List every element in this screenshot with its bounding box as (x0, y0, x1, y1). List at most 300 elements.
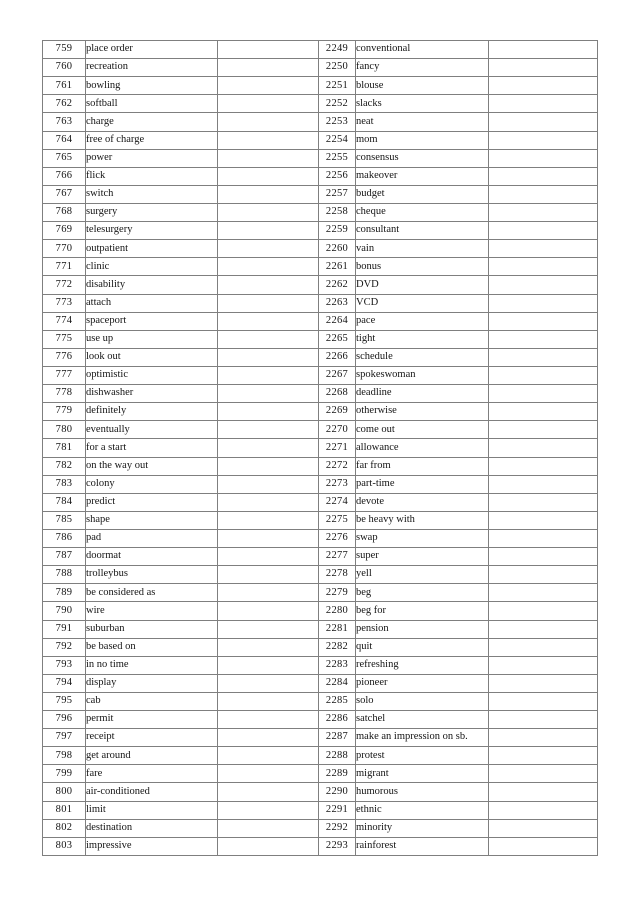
right-answer-cell (489, 330, 598, 348)
table-row (43, 203, 598, 221)
left-word-cell: doormat (86, 548, 218, 566)
right-word-cell: consensus (356, 149, 489, 167)
right-answer-cell (489, 674, 598, 692)
left-word-cell: recreation (86, 59, 218, 77)
left-answer-cell (218, 312, 319, 330)
left-answer-cell (218, 95, 319, 113)
right-answer-cell (489, 95, 598, 113)
right-index-cell: 2276 (319, 529, 356, 547)
right-word-cell: conventional (356, 41, 489, 59)
right-word-cell: tight (356, 330, 489, 348)
right-answer-cell (489, 529, 598, 547)
table-row (43, 457, 598, 475)
left-word-cell: be considered as (86, 584, 218, 602)
right-answer-cell (489, 457, 598, 475)
right-index-cell: 2268 (319, 385, 356, 403)
left-word-cell: suburban (86, 620, 218, 638)
right-answer-cell (489, 276, 598, 294)
left-answer-cell (218, 638, 319, 656)
left-index-cell: 770 (43, 240, 86, 258)
right-word-cell: pioneer (356, 674, 489, 692)
right-answer-cell (489, 421, 598, 439)
table-row (43, 276, 598, 294)
table-row (43, 330, 598, 348)
right-index-cell: 2259 (319, 222, 356, 240)
left-index-cell: 773 (43, 294, 86, 312)
right-answer-cell (489, 729, 598, 747)
right-word-cell: part-time (356, 475, 489, 493)
right-index-cell: 2271 (319, 439, 356, 457)
right-answer-cell (489, 783, 598, 801)
right-index-cell: 2286 (319, 711, 356, 729)
table-row (43, 783, 598, 801)
left-answer-cell (218, 783, 319, 801)
left-word-cell: receipt (86, 729, 218, 747)
left-word-cell: surgery (86, 203, 218, 221)
right-answer-cell (489, 837, 598, 855)
right-word-cell: cheque (356, 203, 489, 221)
left-word-cell: eventually (86, 421, 218, 439)
left-index-cell: 776 (43, 348, 86, 366)
right-word-cell: minority (356, 819, 489, 837)
left-index-cell: 778 (43, 385, 86, 403)
right-word-cell: be heavy with (356, 511, 489, 529)
table-row (43, 240, 598, 258)
left-index-cell: 798 (43, 747, 86, 765)
left-word-cell: pad (86, 529, 218, 547)
left-index-cell: 782 (43, 457, 86, 475)
left-answer-cell (218, 203, 319, 221)
right-index-cell: 2256 (319, 167, 356, 185)
table-row (43, 59, 598, 77)
vocabulary-table-body (43, 41, 598, 856)
right-word-cell: deadline (356, 385, 489, 403)
right-index-cell: 2254 (319, 131, 356, 149)
right-answer-cell (489, 403, 598, 421)
table-row (43, 95, 598, 113)
table-row (43, 366, 598, 384)
left-word-cell: switch (86, 185, 218, 203)
right-answer-cell (489, 819, 598, 837)
left-index-cell: 769 (43, 222, 86, 240)
left-word-cell: predict (86, 493, 218, 511)
right-word-cell: make an impression on sb. (356, 729, 489, 747)
left-answer-cell (218, 837, 319, 855)
table-row (43, 837, 598, 855)
right-answer-cell (489, 747, 598, 765)
left-answer-cell (218, 602, 319, 620)
left-answer-cell (218, 348, 319, 366)
table-row (43, 729, 598, 747)
left-index-cell: 791 (43, 620, 86, 638)
right-index-cell: 2281 (319, 620, 356, 638)
right-index-cell: 2261 (319, 258, 356, 276)
left-index-cell: 771 (43, 258, 86, 276)
left-index-cell: 784 (43, 493, 86, 511)
right-index-cell: 2253 (319, 113, 356, 131)
right-index-cell: 2270 (319, 421, 356, 439)
vocabulary-table (42, 40, 598, 856)
left-answer-cell (218, 167, 319, 185)
left-answer-cell (218, 620, 319, 638)
right-answer-cell (489, 385, 598, 403)
left-word-cell: on the way out (86, 457, 218, 475)
right-word-cell: blouse (356, 77, 489, 95)
left-answer-cell (218, 421, 319, 439)
left-answer-cell (218, 692, 319, 710)
right-answer-cell (489, 312, 598, 330)
right-word-cell: VCD (356, 294, 489, 312)
right-word-cell: budget (356, 185, 489, 203)
right-answer-cell (489, 131, 598, 149)
table-row (43, 566, 598, 584)
left-word-cell: look out (86, 348, 218, 366)
left-word-cell: power (86, 149, 218, 167)
left-answer-cell (218, 222, 319, 240)
left-answer-cell (218, 294, 319, 312)
table-row (43, 602, 598, 620)
left-index-cell: 762 (43, 95, 86, 113)
left-word-cell: trolleybus (86, 566, 218, 584)
left-answer-cell (218, 77, 319, 95)
left-word-cell: outpatient (86, 240, 218, 258)
right-index-cell: 2263 (319, 294, 356, 312)
left-answer-cell (218, 131, 319, 149)
left-index-cell: 763 (43, 113, 86, 131)
left-index-cell: 786 (43, 529, 86, 547)
left-answer-cell (218, 475, 319, 493)
left-word-cell: get around (86, 747, 218, 765)
right-answer-cell (489, 41, 598, 59)
left-word-cell: limit (86, 801, 218, 819)
left-answer-cell (218, 674, 319, 692)
right-answer-cell (489, 692, 598, 710)
right-word-cell: super (356, 548, 489, 566)
right-answer-cell (489, 77, 598, 95)
left-answer-cell (218, 511, 319, 529)
left-index-cell: 774 (43, 312, 86, 330)
table-row (43, 692, 598, 710)
left-index-cell: 794 (43, 674, 86, 692)
right-answer-cell (489, 348, 598, 366)
right-word-cell: DVD (356, 276, 489, 294)
left-answer-cell (218, 548, 319, 566)
table-row (43, 493, 598, 511)
right-index-cell: 2279 (319, 584, 356, 602)
right-answer-cell (489, 493, 598, 511)
left-answer-cell (218, 439, 319, 457)
left-index-cell: 781 (43, 439, 86, 457)
table-row (43, 421, 598, 439)
left-answer-cell (218, 584, 319, 602)
table-row (43, 656, 598, 674)
right-word-cell: spokeswoman (356, 366, 489, 384)
left-answer-cell (218, 149, 319, 167)
right-index-cell: 2282 (319, 638, 356, 656)
left-answer-cell (218, 566, 319, 584)
table-row (43, 765, 598, 783)
right-word-cell: pace (356, 312, 489, 330)
left-index-cell: 789 (43, 584, 86, 602)
left-word-cell: shape (86, 511, 218, 529)
right-word-cell: migrant (356, 765, 489, 783)
left-index-cell: 795 (43, 692, 86, 710)
right-answer-cell (489, 765, 598, 783)
left-word-cell: bowling (86, 77, 218, 95)
left-word-cell: air-conditioned (86, 783, 218, 801)
left-answer-cell (218, 801, 319, 819)
right-word-cell: protest (356, 747, 489, 765)
right-word-cell: come out (356, 421, 489, 439)
right-index-cell: 2277 (319, 548, 356, 566)
left-index-cell: 775 (43, 330, 86, 348)
left-word-cell: permit (86, 711, 218, 729)
left-answer-cell (218, 185, 319, 203)
left-index-cell: 783 (43, 475, 86, 493)
right-word-cell: humorous (356, 783, 489, 801)
table-row (43, 131, 598, 149)
left-index-cell: 780 (43, 421, 86, 439)
left-index-cell: 785 (43, 511, 86, 529)
left-answer-cell (218, 457, 319, 475)
left-word-cell: wire (86, 602, 218, 620)
table-row (43, 475, 598, 493)
right-word-cell: fancy (356, 59, 489, 77)
right-word-cell: bonus (356, 258, 489, 276)
left-word-cell: colony (86, 475, 218, 493)
table-row (43, 403, 598, 421)
right-index-cell: 2250 (319, 59, 356, 77)
right-word-cell: beg for (356, 602, 489, 620)
left-index-cell: 759 (43, 41, 86, 59)
left-answer-cell (218, 330, 319, 348)
left-word-cell: display (86, 674, 218, 692)
table-row (43, 385, 598, 403)
table-row (43, 801, 598, 819)
table-row (43, 113, 598, 131)
right-answer-cell (489, 584, 598, 602)
right-word-cell: slacks (356, 95, 489, 113)
right-word-cell: refreshing (356, 656, 489, 674)
left-answer-cell (218, 729, 319, 747)
left-index-cell: 787 (43, 548, 86, 566)
left-word-cell: softball (86, 95, 218, 113)
right-answer-cell (489, 113, 598, 131)
left-index-cell: 767 (43, 185, 86, 203)
left-answer-cell (218, 366, 319, 384)
right-word-cell: satchel (356, 711, 489, 729)
right-index-cell: 2293 (319, 837, 356, 855)
left-answer-cell (218, 403, 319, 421)
right-word-cell: yell (356, 566, 489, 584)
right-word-cell: solo (356, 692, 489, 710)
table-row (43, 77, 598, 95)
right-answer-cell (489, 294, 598, 312)
table-row (43, 747, 598, 765)
left-word-cell: be based on (86, 638, 218, 656)
right-word-cell: pension (356, 620, 489, 638)
right-answer-cell (489, 548, 598, 566)
right-answer-cell (489, 620, 598, 638)
right-word-cell: rainforest (356, 837, 489, 855)
table-row (43, 167, 598, 185)
left-index-cell: 802 (43, 819, 86, 837)
left-answer-cell (218, 41, 319, 59)
right-answer-cell (489, 511, 598, 529)
left-index-cell: 793 (43, 656, 86, 674)
left-word-cell: free of charge (86, 131, 218, 149)
right-index-cell: 2288 (319, 747, 356, 765)
left-word-cell: fare (86, 765, 218, 783)
left-answer-cell (218, 385, 319, 403)
left-index-cell: 803 (43, 837, 86, 855)
right-word-cell: allowance (356, 439, 489, 457)
right-answer-cell (489, 801, 598, 819)
right-index-cell: 2267 (319, 366, 356, 384)
right-answer-cell (489, 258, 598, 276)
left-index-cell: 796 (43, 711, 86, 729)
left-answer-cell (218, 529, 319, 547)
table-row (43, 258, 598, 276)
table-row (43, 348, 598, 366)
left-answer-cell (218, 113, 319, 131)
right-answer-cell (489, 366, 598, 384)
right-answer-cell (489, 240, 598, 258)
right-index-cell: 2284 (319, 674, 356, 692)
table-row (43, 439, 598, 457)
right-index-cell: 2264 (319, 312, 356, 330)
table-row (43, 149, 598, 167)
table-row (43, 620, 598, 638)
table-row (43, 185, 598, 203)
right-index-cell: 2283 (319, 656, 356, 674)
left-word-cell: charge (86, 113, 218, 131)
right-index-cell: 2269 (319, 403, 356, 421)
left-word-cell: dishwasher (86, 385, 218, 403)
right-index-cell: 2289 (319, 765, 356, 783)
left-word-cell: cab (86, 692, 218, 710)
table-row (43, 819, 598, 837)
right-index-cell: 2273 (319, 475, 356, 493)
left-word-cell: disability (86, 276, 218, 294)
right-answer-cell (489, 475, 598, 493)
table-row (43, 584, 598, 602)
left-index-cell: 779 (43, 403, 86, 421)
left-answer-cell (218, 656, 319, 674)
left-index-cell: 788 (43, 566, 86, 584)
right-word-cell: beg (356, 584, 489, 602)
left-index-cell: 799 (43, 765, 86, 783)
table-row (43, 529, 598, 547)
left-answer-cell (218, 59, 319, 77)
table-row (43, 674, 598, 692)
left-index-cell: 777 (43, 366, 86, 384)
right-index-cell: 2258 (319, 203, 356, 221)
right-index-cell: 2260 (319, 240, 356, 258)
right-index-cell: 2255 (319, 149, 356, 167)
table-row (43, 638, 598, 656)
left-index-cell: 761 (43, 77, 86, 95)
right-index-cell: 2252 (319, 95, 356, 113)
left-word-cell: place order (86, 41, 218, 59)
left-index-cell: 792 (43, 638, 86, 656)
right-answer-cell (489, 203, 598, 221)
right-index-cell: 2251 (319, 77, 356, 95)
right-word-cell: quit (356, 638, 489, 656)
left-word-cell: attach (86, 294, 218, 312)
right-word-cell: mom (356, 131, 489, 149)
right-answer-cell (489, 149, 598, 167)
left-answer-cell (218, 819, 319, 837)
table-row (43, 222, 598, 240)
left-answer-cell (218, 240, 319, 258)
left-word-cell: flick (86, 167, 218, 185)
right-word-cell: makeover (356, 167, 489, 185)
right-word-cell: consultant (356, 222, 489, 240)
left-answer-cell (218, 258, 319, 276)
left-word-cell: in no time (86, 656, 218, 674)
left-word-cell: spaceport (86, 312, 218, 330)
right-index-cell: 2287 (319, 729, 356, 747)
left-word-cell: destination (86, 819, 218, 837)
left-index-cell: 760 (43, 59, 86, 77)
left-word-cell: for a start (86, 439, 218, 457)
right-index-cell: 2266 (319, 348, 356, 366)
right-index-cell: 2249 (319, 41, 356, 59)
right-word-cell: ethnic (356, 801, 489, 819)
left-index-cell: 765 (43, 149, 86, 167)
right-answer-cell (489, 167, 598, 185)
table-row (43, 548, 598, 566)
table-row (43, 711, 598, 729)
left-answer-cell (218, 711, 319, 729)
left-index-cell: 790 (43, 602, 86, 620)
left-answer-cell (218, 747, 319, 765)
right-index-cell: 2274 (319, 493, 356, 511)
left-answer-cell (218, 493, 319, 511)
right-index-cell: 2262 (319, 276, 356, 294)
right-index-cell: 2291 (319, 801, 356, 819)
table-row (43, 41, 598, 59)
right-index-cell: 2285 (319, 692, 356, 710)
right-index-cell: 2292 (319, 819, 356, 837)
right-word-cell: devote (356, 493, 489, 511)
left-index-cell: 768 (43, 203, 86, 221)
table-row (43, 294, 598, 312)
left-index-cell: 801 (43, 801, 86, 819)
left-index-cell: 797 (43, 729, 86, 747)
left-index-cell: 800 (43, 783, 86, 801)
right-word-cell: schedule (356, 348, 489, 366)
right-index-cell: 2272 (319, 457, 356, 475)
right-index-cell: 2257 (319, 185, 356, 203)
right-word-cell: otherwise (356, 403, 489, 421)
left-word-cell: telesurgery (86, 222, 218, 240)
left-index-cell: 772 (43, 276, 86, 294)
right-word-cell: far from (356, 457, 489, 475)
right-index-cell: 2290 (319, 783, 356, 801)
left-word-cell: impressive (86, 837, 218, 855)
right-word-cell: swap (356, 529, 489, 547)
right-answer-cell (489, 711, 598, 729)
right-index-cell: 2280 (319, 602, 356, 620)
right-index-cell: 2265 (319, 330, 356, 348)
left-word-cell: clinic (86, 258, 218, 276)
right-index-cell: 2278 (319, 566, 356, 584)
right-answer-cell (489, 59, 598, 77)
left-index-cell: 766 (43, 167, 86, 185)
right-answer-cell (489, 566, 598, 584)
